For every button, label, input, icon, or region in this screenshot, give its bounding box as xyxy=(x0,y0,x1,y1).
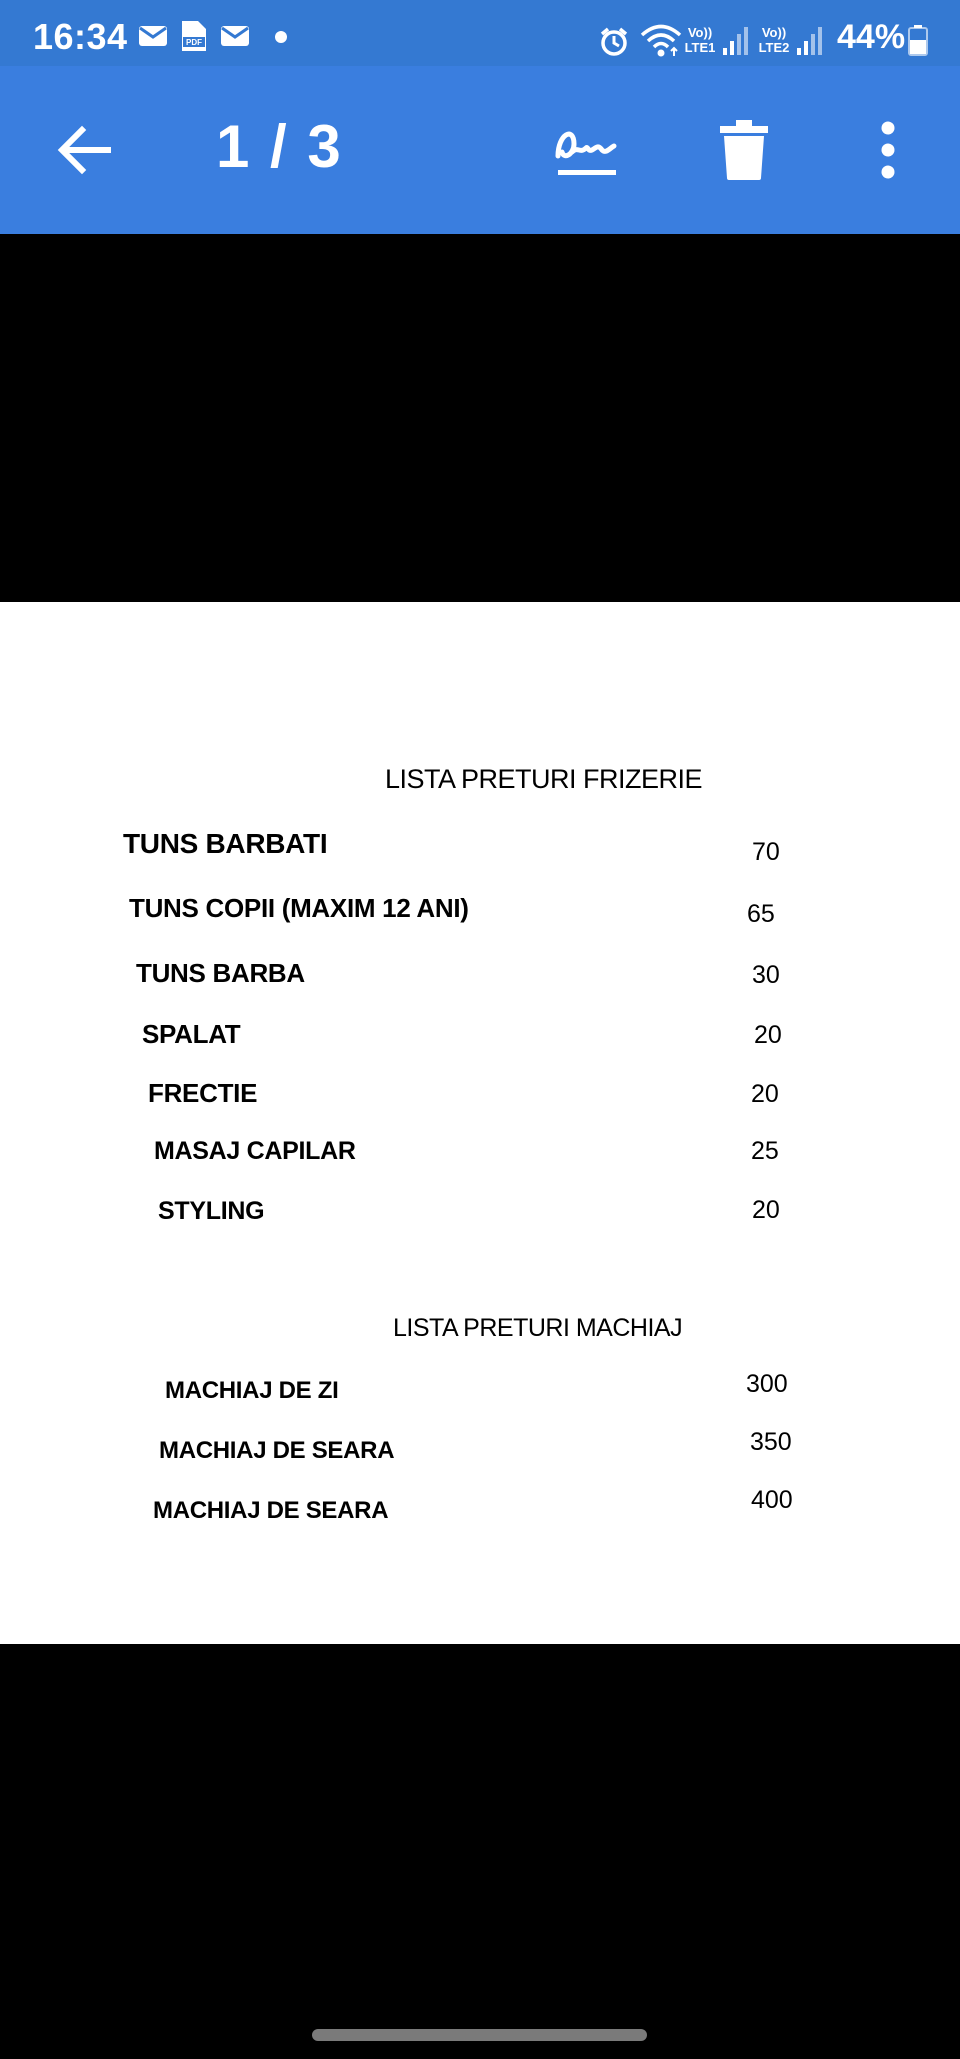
trash-icon xyxy=(718,118,770,182)
section-title-machiaj: LISTA PRETURI MACHIAJ xyxy=(393,1314,683,1342)
list-item-name: MACHIAJ DE ZI xyxy=(165,1377,339,1404)
battery-percent: 44% xyxy=(837,18,906,56)
signal-bars-icon xyxy=(722,26,750,56)
app-bar xyxy=(0,66,960,234)
list-item-name: MASAJ CAPILAR xyxy=(154,1137,356,1165)
sim2-label: LTE2 xyxy=(758,40,790,55)
list-item-price: 30 xyxy=(752,961,780,989)
list-item-price: 20 xyxy=(751,1080,779,1108)
battery-icon xyxy=(908,24,928,56)
svg-text:PDF: PDF xyxy=(186,38,202,47)
list-item-name: MACHIAJ DE SEARA xyxy=(153,1497,389,1524)
list-item-price: 70 xyxy=(752,838,780,866)
signature-icon xyxy=(552,116,622,186)
delete-button[interactable] xyxy=(718,118,770,182)
alarm-icon xyxy=(598,26,630,58)
list-item-price: 20 xyxy=(752,1196,780,1224)
page-counter: 1 / 3 xyxy=(216,113,343,180)
list-item-price: 300 xyxy=(746,1370,788,1398)
more-vert-icon xyxy=(872,120,904,180)
list-item-name: STYLING xyxy=(158,1197,265,1225)
back-arrow-icon xyxy=(52,118,116,182)
status-bar xyxy=(0,0,960,66)
section-title-frizerie: LISTA PRETURI FRIZERIE xyxy=(385,764,703,794)
sign-button[interactable] xyxy=(552,116,622,186)
dot-icon xyxy=(274,30,288,44)
list-item-price: 25 xyxy=(751,1137,779,1165)
list-item-name: TUNS BARBATI xyxy=(123,828,328,859)
mail-icon xyxy=(138,24,168,48)
list-item-name: FRECTIE xyxy=(148,1078,258,1108)
list-item-name: TUNS BARBA xyxy=(136,958,305,988)
list-item-name: MACHIAJ DE SEARA xyxy=(159,1437,395,1464)
sim2-volte: Vo)) xyxy=(761,25,787,40)
list-item-name: SPALAT xyxy=(142,1019,241,1049)
status-time: 16:34 xyxy=(33,16,128,57)
sim1-volte: Vo)) xyxy=(687,25,713,40)
pdf-file-icon xyxy=(180,20,208,52)
list-item-price: 400 xyxy=(751,1486,793,1514)
more-options-button[interactable] xyxy=(872,120,904,180)
back-button[interactable] xyxy=(52,118,116,182)
list-item-name: TUNS COPII (MAXIM 12 ANI) xyxy=(129,893,469,923)
signal-bars-icon xyxy=(796,26,824,56)
sim1-label: LTE1 xyxy=(684,40,716,55)
document-page xyxy=(0,602,960,1644)
list-item-price: 350 xyxy=(750,1428,792,1456)
wifi-icon xyxy=(640,24,682,58)
list-item-price: 20 xyxy=(754,1021,782,1049)
mail-icon xyxy=(220,24,250,48)
gesture-nav-handle[interactable] xyxy=(312,2029,647,2041)
list-item-price: 65 xyxy=(747,900,775,928)
